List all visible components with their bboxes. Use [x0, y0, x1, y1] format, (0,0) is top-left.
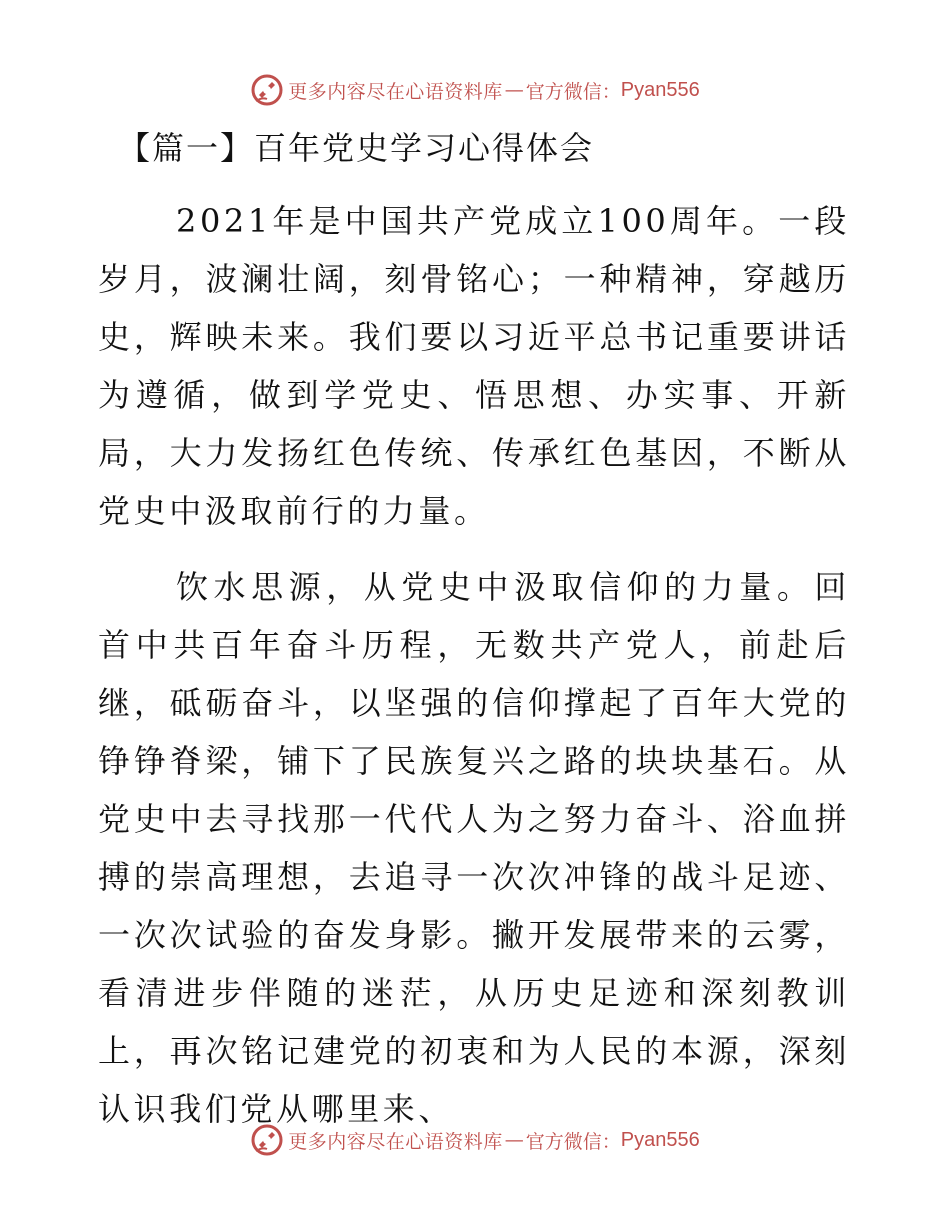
header-watermark [0, 70, 950, 110]
watermark-wechat-label: 官方微信： [525, 80, 621, 103]
watermark-text: 更多内容尽在心语资料库 [288, 1130, 503, 1153]
seal-logo-icon [250, 1123, 284, 1157]
paragraph-1: 2021年是中国共产党成立100周年。一段岁月，波澜壮阔，刻骨铭心；一种精神，穿越历史，辉映未来。我们要以习近平总书记重要讲话为遵循，做到学党史、悟思想、办实事、开新局，大力发扬红色传统、传承红色基因，不断从党史中汲取前行的力量。 [98, 202, 850, 530]
footer-watermark [0, 1120, 950, 1160]
paragraph-2: 饮水思源，从党史中汲取信仰的力量。回首中共百年奋斗历程，无数共产党人，前赴后继，砥砺奋斗，以坚强的信仰撑起了百年大党的铮铮脊梁，铺下了民族复兴之路的块块基石。从党史中去寻找那一代代人为之努力奋斗、浴血拼搏的崇高理想，去追寻一次次冲锋的战斗足迹、一次次试验的奋发身影。撇开发展带来的云雾，看清进步伴随的迷茫，从历史足迹和深刻教训上，再次铭记建党的初衷和为人民的本源，深刻认识我们党从哪里来、 [98, 568, 850, 1128]
watermark-wechat-id: Pyan556 [620, 78, 700, 101]
watermark-text: 更多内容尽在心语资料库 [288, 80, 503, 103]
watermark-wechat-label: 官方微信： [525, 1130, 621, 1153]
seal-logo-icon [250, 73, 284, 107]
document-title: 【篇一】百年党史学习心得体会 [118, 129, 595, 167]
watermark-wechat-id: Pyan556 [620, 1128, 700, 1151]
watermark-separator: — [504, 79, 524, 101]
watermark-separator: — [504, 1129, 524, 1151]
